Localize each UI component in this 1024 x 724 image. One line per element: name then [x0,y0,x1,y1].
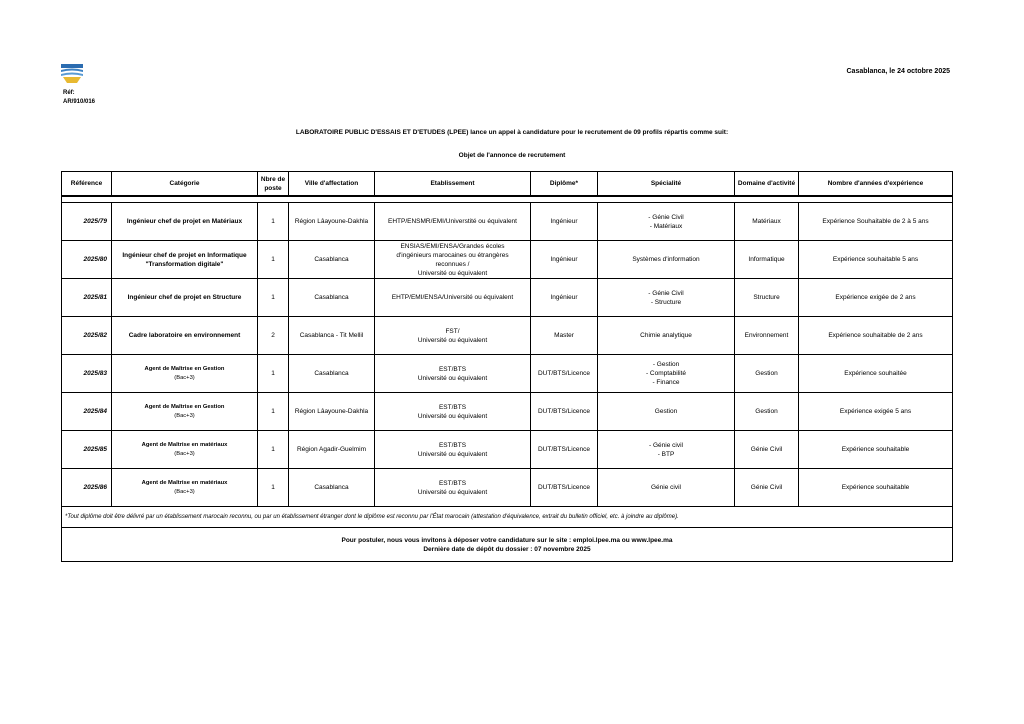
experience-cell: Expérience souhaitable [799,431,953,469]
institution-cell [375,393,531,431]
category-cell [112,203,258,241]
table-row [62,203,953,241]
table-row [62,355,953,393]
reference-cell: 2025/80 [62,241,112,279]
col-header: Diplôme* [531,172,598,197]
diploma-cell: DUT/BTS/Licence [531,355,598,393]
specialty-line: Génie civil [651,484,681,491]
category-level: (Bac+3) [174,412,195,419]
category-label: Cadre laboratoire en environnement [128,332,241,339]
diploma-cell: DUT/BTS/Licence [531,393,598,431]
diploma-cell: Master [531,317,598,355]
col-header: Catégorie [112,172,258,197]
specialty-line: - Génie Civil [648,213,684,221]
category-cell [112,431,258,469]
col-header: Référence [62,172,112,197]
col-header: Nbre de poste [258,172,289,197]
positions-cell: 1 [258,469,289,507]
specialty-cell [598,203,735,241]
category-label: Agent de Maîtrise en matériaux [141,479,228,486]
col-header: Spécialité [598,172,735,197]
positions-cell: 1 [258,431,289,469]
institution-line: Université ou équivalent [417,488,488,496]
lpee-logo [61,64,83,84]
institution-line: EST/BTS [438,403,467,411]
category-label: Ingénieur chef de projet en Structure [127,294,242,301]
reference-block [63,89,95,107]
table-row [62,317,953,355]
institution-line: EST/BTS [438,479,467,487]
category-label: Agent de Maîtrise en matériaux [141,441,228,448]
reference-cell: 2025/84 [62,393,112,431]
specialty-cell [598,355,735,393]
deadline: Dernière date de dépôt du dossier : 07 novembre 2025 [423,545,591,553]
experience-cell: Expérience souhaitée [799,355,953,393]
category-label: Ingénieur chef de projet en Matériaux [126,218,243,225]
experience-cell: Expérience Souhaitable de 2 à 5 ans [799,203,953,241]
reference-cell: 2025/85 [62,431,112,469]
institution-cell [375,317,531,355]
category-label: Ingénieur chef de projet en Informatique "Transformation digitale" [122,251,247,268]
specialty-line: - Génie Civil [648,289,684,297]
city-cell: Casablanca [289,241,375,279]
institution-cell [375,279,531,317]
institution-line: d'ingénieurs marocaines ou étrangères [396,251,509,259]
category-cell [112,279,258,317]
category-label: Agent de Maîtrise en Gestion [144,403,225,410]
institution-cell [375,355,531,393]
institution-cell [375,431,531,469]
institution-cell [375,203,531,241]
col-header: Etablissement [375,172,531,197]
category-cell [112,317,258,355]
reference-cell: 2025/79 [62,203,112,241]
city-cell: Casablanca [289,355,375,393]
domain-cell: Gestion [735,355,799,393]
category-cell [112,355,258,393]
positions-cell: 1 [258,279,289,317]
city-cell: Région Lâayoune-Dakhla [289,393,375,431]
diploma-cell: DUT/BTS/Licence [531,431,598,469]
specialty-line: - Gestion [652,361,680,368]
table-row [62,279,953,317]
table-body [62,196,953,507]
positions-cell: 1 [258,393,289,431]
table-row [62,469,953,507]
table-row [62,431,953,469]
category-cell [112,241,258,279]
institution-line: EHTP/EMI/ENSA/Université ou équivalent [391,294,514,301]
specialty-line: - Finance [652,379,680,386]
category-level: (Bac+3) [174,488,195,495]
category-level: (Bac+3) [174,450,195,457]
col-header: Nombre d'années d'expérience [799,172,953,197]
reference-cell: 2025/81 [62,279,112,317]
institution-line: FST/ [445,327,460,335]
specialty-cell [598,279,735,317]
specialty-cell [598,469,735,507]
institution-cell [375,241,531,279]
institution-line: EST/BTS [438,441,467,449]
table-header-row [62,172,953,197]
institution-line: Université ou équivalent [417,450,488,458]
reference-cell: 2025/82 [62,317,112,355]
domain-cell: Génie Civil [735,431,799,469]
specialty-line: - Comptabilité [645,370,687,377]
institution-line: EST/BTS [438,365,467,373]
city-cell: Casablanca [289,469,375,507]
ref-label: Réf: [63,90,75,96]
category-label: Agent de Maîtrise en Gestion [144,365,225,372]
reference-cell: 2025/86 [62,469,112,507]
specialty-line: Chimie analytique [640,332,692,339]
apply-instructions: Pour postuler, nous vous invitons à déposer votre candidature sur le site : emploi.lpee.ma ou www.lpee.ma [341,536,673,544]
col-header: Domaine d'activité [735,172,799,197]
diploma-cell: Ingénieur [531,241,598,279]
specialty-cell [598,393,735,431]
domain-cell: Structure [735,279,799,317]
reference-cell: 2025/83 [62,355,112,393]
city-cell: Région Agadir-Guelmim [289,431,375,469]
diploma-cell: Ingénieur [531,203,598,241]
application-info [62,528,953,562]
specialty-cell [598,317,735,355]
domain-cell: Matériaux [735,203,799,241]
table-row [62,241,953,279]
positions-cell: 1 [258,203,289,241]
specialty-line: - Génie civil [649,441,683,449]
ref-value: AR/910/016 [63,99,96,105]
domain-cell: Génie Civil [735,469,799,507]
col-header: Ville d'affectation [289,172,375,197]
institution-cell [375,469,531,507]
diploma-footnote: *Tout diplôme doit être délivré par un établissement marocain reconnu, ou par un établissement étranger dont le diplôme est reconnu par l'État marocain (attestation d'équivalence, extrait du bulletin officiel, etc. à joindre au diplôme). [62,507,953,528]
domain-cell: Informatique [735,241,799,279]
domain-cell: Gestion [735,393,799,431]
institution-line: Université ou équivalent [417,412,488,420]
experience-cell: Expérience exigée 5 ans [799,393,953,431]
document-date: Casablanca, le 24 octobre 2025 [846,68,950,75]
city-cell: Région Lâayoune-Dakhla [289,203,375,241]
institution-line: Université ou équivalent [417,374,488,382]
specialty-cell [598,241,735,279]
positions-cell: 2 [258,317,289,355]
institution-line: Université ou équivalent [417,336,488,344]
experience-cell: Expérience souhaitable de 2 ans [799,317,953,355]
specialty-line: Gestion [654,408,678,415]
diploma-cell: DUT/BTS/Licence [531,469,598,507]
institution-line: EHTP/ENSMR/EMI/Universtité ou équivalent [388,218,517,225]
footer-row [62,528,953,562]
specialty-line: - BTP [657,450,675,458]
category-cell [112,393,258,431]
diploma-cell: Ingénieur [531,279,598,317]
institution-line: reconnues / [435,260,470,268]
table-row [62,393,953,431]
specialty-line: - Matériaux [649,222,683,230]
announcement-subtitle: Objet de l'annonce de recrutement [458,152,566,159]
specialty-cell [598,431,735,469]
city-cell: Casablanca - Tit Mellil [289,317,375,355]
domain-cell: Environnement [735,317,799,355]
city-cell: Casablanca [289,279,375,317]
experience-cell: Expérience exigée de 2 ans [799,279,953,317]
positions-cell: 1 [258,241,289,279]
category-cell [112,469,258,507]
experience-cell: Expérience souhaitable 5 ans [799,241,953,279]
footnote-row [62,507,953,528]
institution-line: ENSIAS/EMI/ENSA/Grandes écoles [400,242,505,250]
announcement-title: LABORATOIRE PUBLIC D'ESSAIS ET D'ETUDES (LPEE) lance un appel à candidature pour le recrutement de 09 profils répartis comme suit: [295,129,729,136]
specialty-line: - Structure [650,298,682,306]
recruitment-table [61,171,953,562]
institution-line: Université ou équivalent [417,269,488,277]
positions-cell: 1 [258,355,289,393]
specialty-line: Systèmes d'information [632,256,700,263]
experience-cell: Expérience souhaitable [799,469,953,507]
category-level: (Bac+3) [174,374,195,381]
